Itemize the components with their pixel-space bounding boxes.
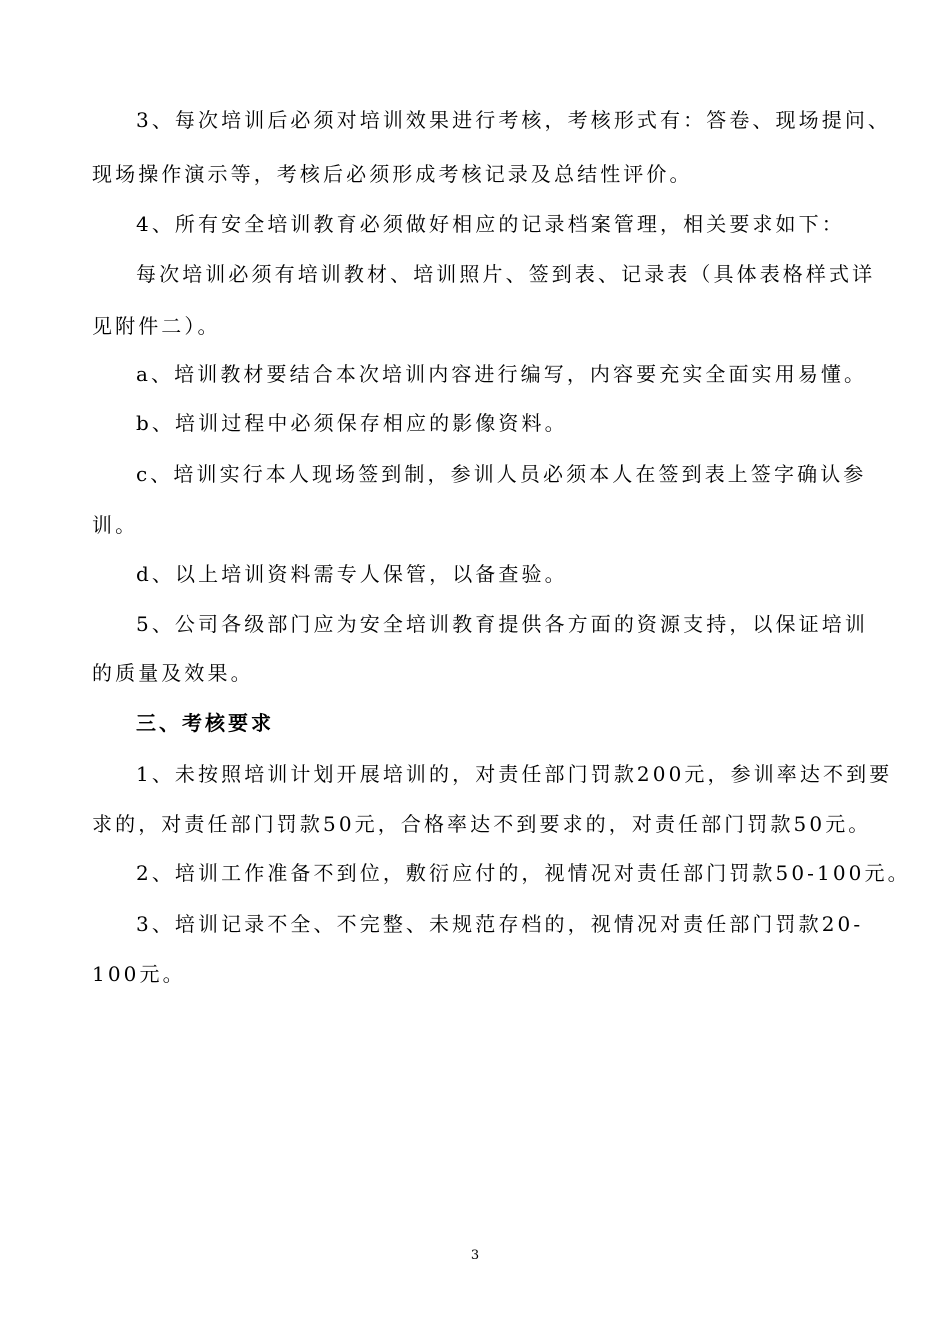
penalty-3-line-2: 100元。 [92,962,186,986]
paragraph-3-line-1: 3、每次培训后必须对培训效果进行考核，考核形式有：答卷、现场提问、 [136,108,892,132]
item-d: d、以上培训资料需专人保管，以备查验。 [136,562,568,586]
records-requirement-line-1: 每次培训必须有培训教材、培训照片、签到表、记录表（具体表格样式详 [136,262,876,286]
item-c-line-1: c、培训实行本人现场签到制，参训人员必须本人在签到表上签字确认参 [136,462,867,486]
item-a: a、培训教材要结合本次培训内容进行编写，内容要充实全面实用易懂。 [136,362,868,386]
section-heading-assessment: 三、考核要求 [136,711,274,735]
paragraph-5-line-1: 5、公司各级部门应为安全培训教育提供各方面的资源支持，以保证培训 [136,612,868,636]
penalty-2: 2、培训工作准备不到位，敷衍应付的，视情况对责任部门罚款50-100元。 [136,861,911,885]
page-number: 3 [470,1248,480,1263]
records-requirement-line-2: 见附件二）。 [92,314,221,338]
penalty-3-line-1: 3、培训记录不全、不完整、未规范存档的，视情况对责任部门罚款20- [136,912,864,936]
penalty-1-line-2: 求的，对责任部门罚款50元，合格率达不到要求的，对责任部门罚款50元。 [92,812,872,836]
paragraph-4: 4、所有安全培训教育必须做好相应的记录档案管理，相关要求如下： [136,212,845,236]
penalty-1-line-1: 1、未按照培训计划开展培训的，对责任部门罚款200元，参训率达不到要 [136,762,893,786]
item-b: b、培训过程中必须保存相应的影像资料。 [136,411,568,435]
paragraph-5-line-2: 的质量及效果。 [92,661,254,685]
paragraph-3-line-2: 现场操作演示等，考核后必须形成考核记录及总结性评价。 [92,162,693,186]
item-c-line-2: 训。 [92,513,139,537]
